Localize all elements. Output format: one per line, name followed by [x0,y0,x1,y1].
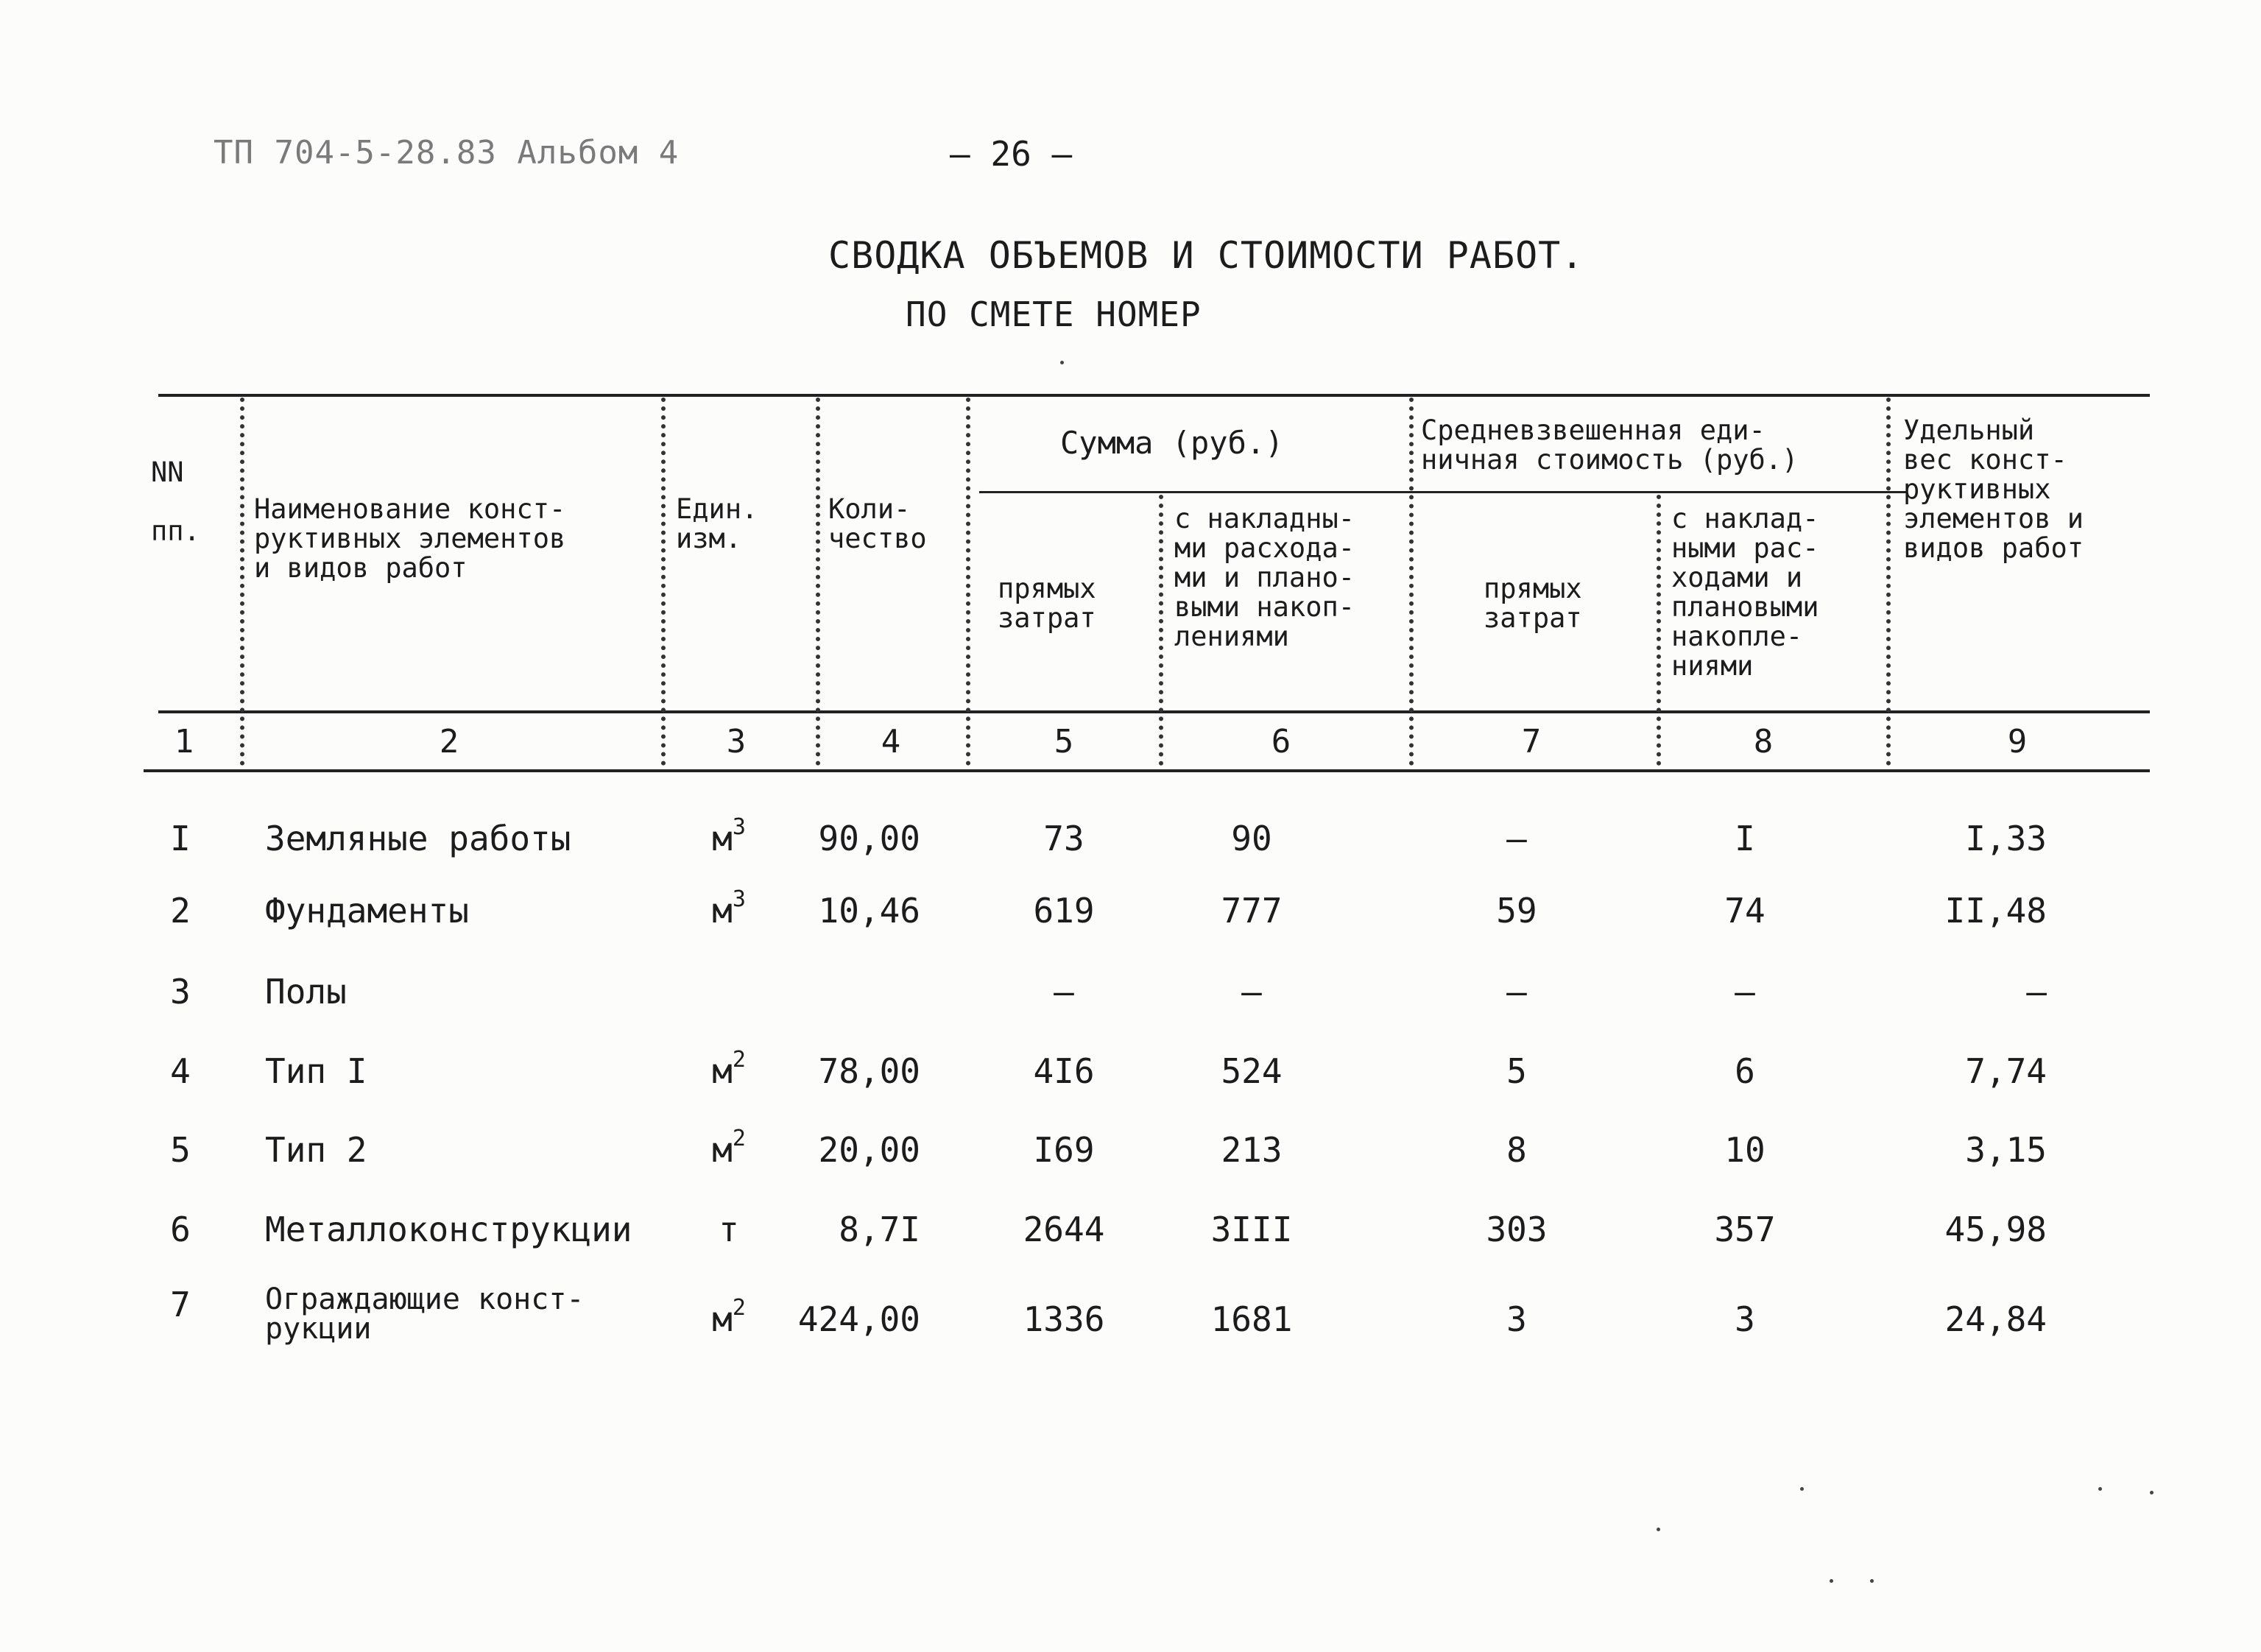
header-avg-direct: прямых затрат [1484,573,1582,634]
col-separator [1409,398,1414,766]
unit-exponent: 3 [732,886,746,912]
col-separator [240,398,244,766]
cell-quantity: 90,00 [818,819,920,858]
cell-avg-overhead: 10 [1724,1130,1766,1170]
scan-speck [2150,1491,2154,1494]
cell-sum-direct: – [1054,972,1074,1012]
cell-avg-overhead: – [1735,972,1755,1012]
page-number: – 26 – [950,134,1073,174]
header-sum-direct: прямых затрат [998,573,1096,634]
cell-quantity: 20,00 [818,1130,920,1170]
cell-sum-overhead: 524 [1221,1051,1283,1091]
cell-sum-overhead: 777 [1221,891,1283,931]
col-separator [966,398,970,766]
cell-quantity: 8,7I [839,1210,920,1249]
cell-avg-direct: 59 [1496,891,1537,931]
cell-unit [685,1126,773,1170]
col-separator [1159,495,1163,766]
cell-avg-overhead: 6 [1735,1051,1755,1091]
cell-unit [685,1047,773,1091]
header-unit: Един. изм. [676,493,758,554]
cell-sum-direct: 2644 [1023,1210,1105,1249]
col-separator [661,398,666,766]
cell-name: Полы [265,972,347,1012]
cell-sum-direct: I69 [1033,1130,1095,1170]
cell-sum-direct: 73 [1043,819,1084,858]
cell-sum-overhead: 3III [1210,1210,1293,1249]
cell-avg-direct: – [1506,972,1527,1012]
page-subtitle: ПО СМЕТЕ НОМЕР [906,294,1202,334]
cell-name: Тип I [265,1051,367,1091]
document-code: ТП 704-5-28.83 Альбом 4 [214,134,680,172]
cell-share: – [2026,972,2047,1012]
cell-number: 2 [170,891,191,931]
cell-sum-direct: 1336 [1023,1299,1105,1339]
cell-avg-overhead: 3 [1735,1299,1755,1339]
cell-quantity: 10,46 [818,891,920,931]
cell-number: 4 [170,1051,191,1091]
cell-number: 3 [170,972,191,1012]
cell-name: Металлоконструкции [265,1210,632,1249]
column-number: 2 [439,723,459,760]
column-number: 3 [726,723,747,760]
scan-speck [1657,1528,1660,1531]
cell-name: Земляные работы [265,819,571,858]
column-number: 7 [1521,723,1542,760]
cell-unit [685,814,773,858]
header-avg-overhead: с наклад- ными рас- ходами и плановыми накопле- ниями [1671,503,1819,682]
scan-speck [1870,1579,1874,1583]
cell-name: Ограждающие конст- рукции [265,1282,585,1346]
column-number: 1 [174,723,194,760]
cell-name: Фундаменты [265,891,469,931]
cell-number: 5 [170,1130,191,1170]
cell-share: II,48 [1944,891,2047,931]
cell-sum-overhead: 1681 [1210,1299,1293,1339]
cell-unit [685,886,773,931]
col-separator [1657,495,1661,766]
unit-exponent: 3 [732,814,746,840]
unit-symbol: м [712,1051,733,1091]
cell-number: 7 [170,1285,191,1324]
scan-speck [2098,1487,2102,1491]
cell-sum-direct: 4I6 [1033,1051,1095,1091]
unit-exponent: 2 [732,1047,746,1073]
cell-avg-direct: 3 [1506,1299,1527,1339]
column-numbers-rule [144,769,2150,772]
cell-share: 45,98 [1944,1210,2047,1249]
cell-name: Тип 2 [265,1130,367,1170]
cell-sum-overhead: 213 [1221,1130,1283,1170]
cell-share: 24,84 [1944,1299,2047,1339]
cell-number: 6 [170,1210,191,1249]
header-bottom-rule [158,710,2150,713]
table-top-rule [158,394,2150,397]
header-name: Наименование конст- руктивных элементов и видов работ [254,493,566,584]
unit-symbol: м [712,891,733,931]
cell-avg-direct: 5 [1506,1051,1527,1091]
scan-speck [1800,1487,1804,1491]
unit-symbol: м [712,1299,733,1339]
cell-quantity: 78,00 [818,1051,920,1091]
cell-avg-overhead: 357 [1714,1210,1776,1249]
scan-speck [1060,361,1064,364]
column-number: 8 [1753,723,1774,760]
page-title: СВОДКА ОБЪЕМОВ И СТОИМОСТИ РАБОТ. [828,234,1584,277]
scan-speck [1830,1579,1833,1583]
cell-avg-direct: 303 [1486,1210,1548,1249]
column-number: 4 [881,723,901,760]
cell-number: I [170,819,191,858]
column-number: 6 [1271,723,1291,760]
cell-avg-direct: 8 [1506,1130,1527,1170]
header-nn: NN пп. [151,456,200,547]
cell-share: I,33 [1965,819,2047,858]
cell-quantity: 424,00 [797,1299,920,1339]
header-avg-cost: Средневзвешенная еди- ничная стоимость (руб.) [1421,414,1799,476]
col-separator [816,398,820,766]
unit-symbol: м [712,1130,733,1170]
cell-sum-direct: 619 [1033,891,1095,931]
sum-group-rule [979,491,1907,493]
header-share: Удельный вес конст- руктивных элементов и видов работ [1903,414,2084,564]
header-sum: Сумма (руб.) [1060,425,1284,461]
cell-unit [685,1210,773,1249]
cell-avg-overhead: 74 [1724,891,1766,931]
unit-exponent: 2 [732,1126,746,1151]
header-quantity: Коли- чество [828,493,927,554]
cell-sum-overhead: – [1241,972,1262,1012]
cell-unit [685,1295,773,1339]
unit-symbol: т [719,1210,739,1249]
col-separator [1886,398,1891,766]
cell-share: 7,74 [1965,1051,2047,1091]
cell-sum-overhead: 90 [1231,819,1272,858]
cell-avg-direct: – [1506,819,1527,858]
cell-share: 3,15 [1965,1130,2047,1170]
column-number: 9 [2007,723,2028,760]
unit-exponent: 2 [732,1295,746,1321]
unit-symbol: м [712,819,733,858]
column-number: 5 [1054,723,1074,760]
cell-avg-overhead: I [1735,819,1755,858]
header-sum-overhead: с накладны- ми расхода- ми и плано- выми накоп- лениями [1174,503,1355,652]
